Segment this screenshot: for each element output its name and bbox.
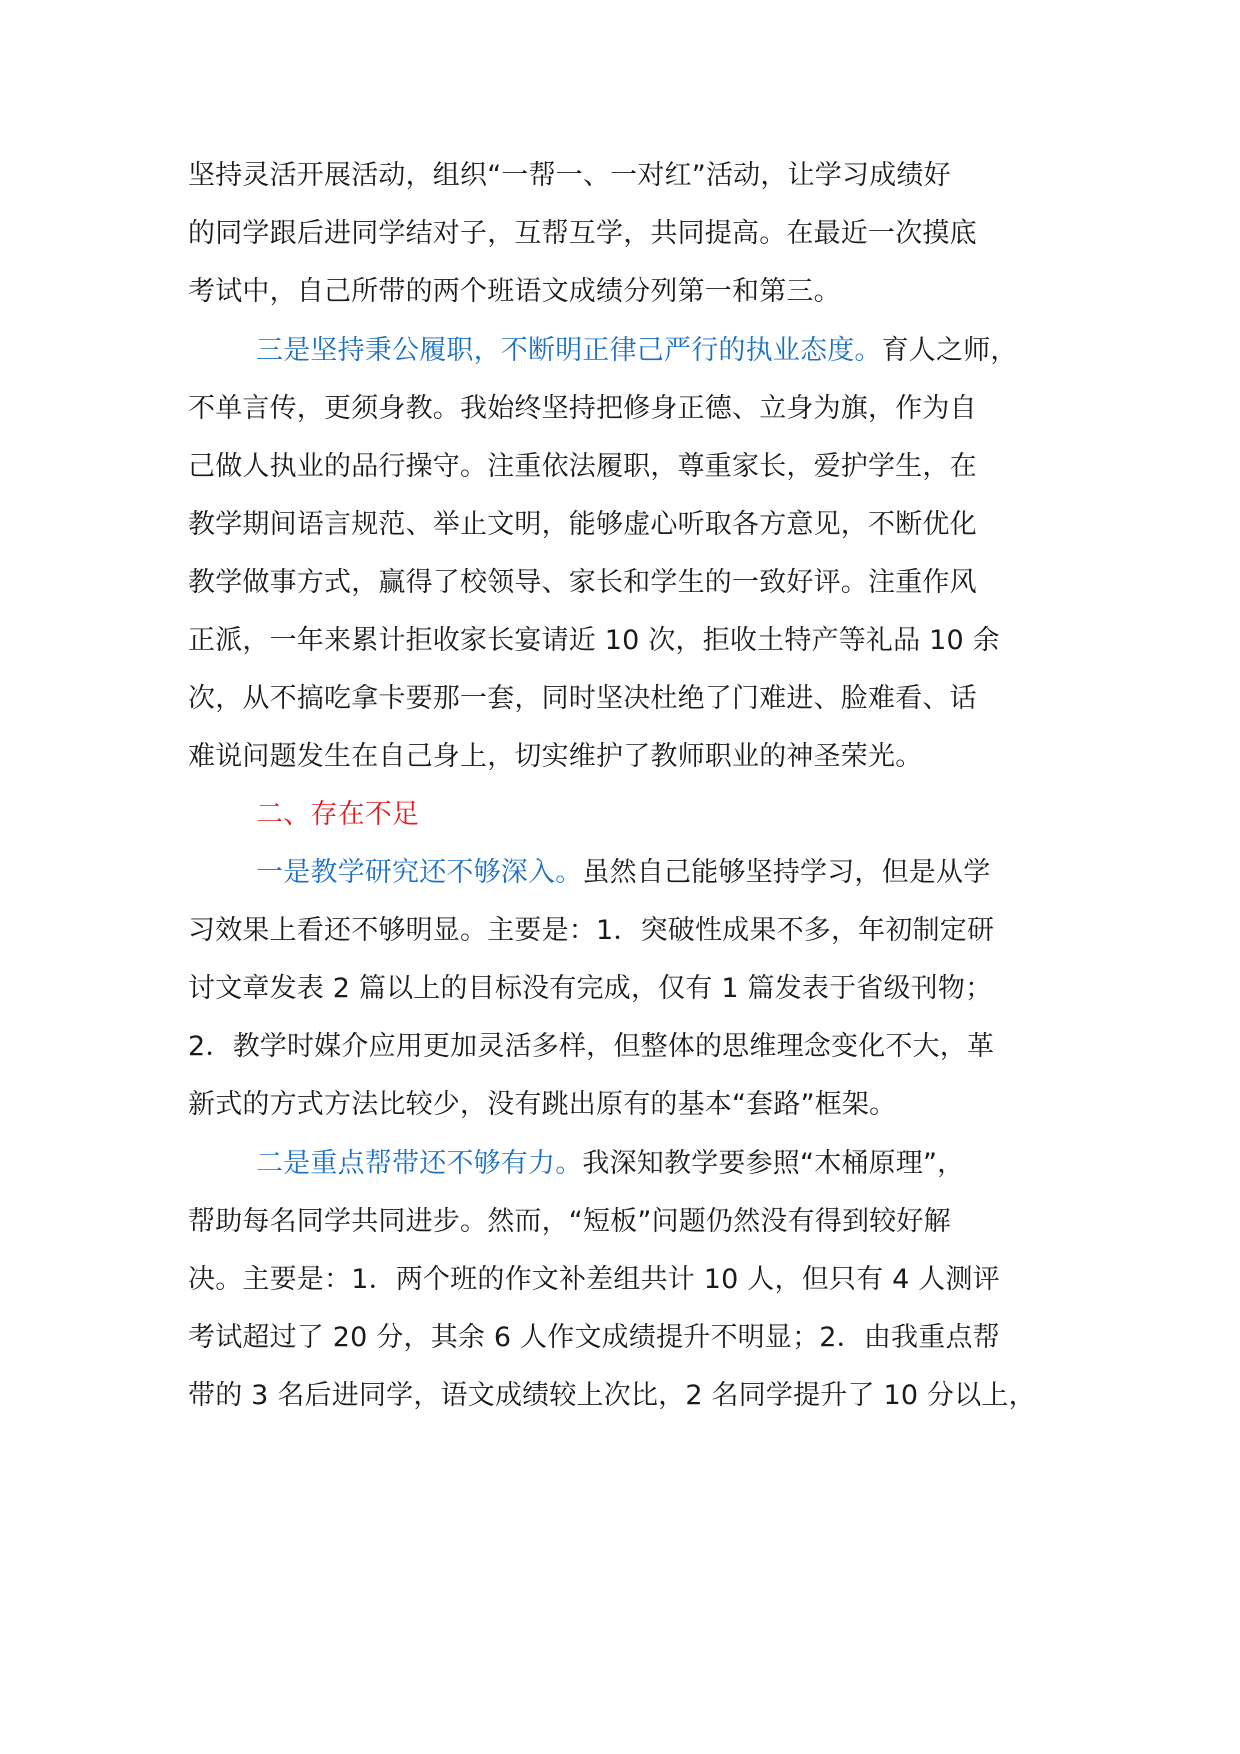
text-segment: 2．教学时媒介应用更加灵活多样，但整体的思维理念变化不大，革 [188,1031,995,1062]
text-segment: 正派，一年来累计拒收家长宴请近 10 次，拒收土特产等礼品 10 余 [188,625,1000,656]
paragraph-line [256,331,1018,371]
paragraph-line [188,1085,896,1125]
section-heading-two: 二是重点帮带还不够有力。 [256,1148,583,1179]
text-segment: 次，从不搞吃拿卡要那一套，同时坚决杜绝了门难进、脸难看、话 [188,683,977,714]
paragraph-line [188,447,977,487]
text-segment: 讨文章发表 2 篇以上的目标没有完成，仅有 1 篇发表于省级刊物； [188,973,993,1004]
paragraph-line [188,911,994,951]
text-segment: 考试超过了 20 分，其余 6 人作文成绩提升不明显；2．由我重点帮 [188,1322,1000,1353]
paragraph-line [256,853,990,893]
paragraph-line [188,389,977,429]
text-segment: 的同学跟后进同学结对子，互帮互学，共同提高。在最近一次摸底 [188,218,977,249]
paragraph-line [188,621,1000,661]
paragraph-line [188,1376,1036,1416]
paragraph-line [188,156,951,196]
paragraph-line [188,1260,1000,1300]
text-segment: 我深知教学要参照“木桶原理”， [582,1148,965,1179]
text-segment: 帮助每名同学共同进步。然而，“短板”问题仍然没有得到较好解 [188,1206,951,1237]
text-segment: 教学做事方式，赢得了校领导、家长和学生的一致好评。注重作风 [188,567,977,598]
text-segment: 习效果上看还不够明显。主要是：1．突破性成果不多，年初制定研 [188,915,995,946]
text-segment: 带的 3 名后进同学，语文成绩较上次比，2 名同学提升了 10 分以上， [188,1380,1036,1411]
paragraph-line [188,272,841,312]
section-heading-deficiencies: 二、存在不足 [256,799,420,830]
text-segment: 考试中，自己所带的两个班语文成绩分列第一和第三。 [188,276,841,307]
text-segment: 坚持灵活开展活动，组织“一帮一、一对红”活动，让学习成绩好 [188,160,951,191]
paragraph-line [188,1318,1000,1358]
paragraph-line [188,737,922,777]
text-segment: 决。主要是：1．两个班的作文补差组共计 10 人，但只有 4 人测评 [188,1264,1000,1295]
paragraph-line [188,969,992,1009]
paragraph-line [188,505,977,545]
paragraph-line [256,1144,964,1184]
text-segment: 新式的方式方法比较少，没有跳出原有的基本“套路”框架。 [188,1089,897,1120]
paragraph-line [188,1202,951,1242]
text-segment: 育人之师， [881,335,1018,366]
text-segment: 虽然自己能够坚持学习，但是从学 [582,857,991,888]
paragraph-line [188,679,977,719]
paragraph-line [188,563,977,603]
paragraph-line [188,214,977,254]
paragraph-line [256,795,419,835]
section-heading-three: 三是坚持秉公履职，不断明正律己严行的执业态度。 [256,335,882,366]
text-segment: 不单言传，更须身教。我始终坚持把修身正德、立身为旗，作为自 [188,393,977,424]
text-segment: 难说问题发生在自己身上，切实维护了教师职业的神圣荣光。 [188,741,923,772]
section-heading-one: 一是教学研究还不够深入。 [256,857,583,888]
paragraph-line [188,1027,994,1067]
text-segment: 教学期间语言规范、举止文明，能够虚心听取各方意见，不断优化 [188,509,977,540]
text-segment: 己做人执业的品行操守。注重依法履职，尊重家长，爱护学生，在 [188,451,977,482]
